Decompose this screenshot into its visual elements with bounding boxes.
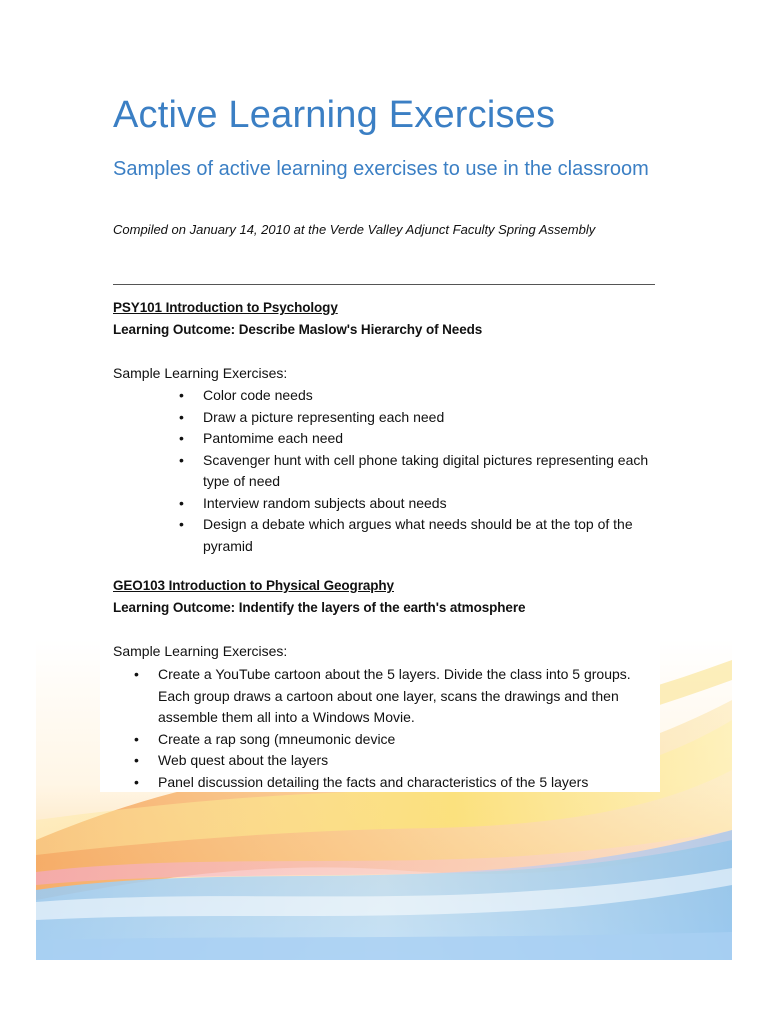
exercise-list-geo103: [134, 664, 658, 793]
learning-outcome-psy101: Learning Outcome: Describe Maslow's Hierarchy of Needs: [113, 322, 483, 337]
bullet-icon: •: [179, 451, 184, 468]
bullet-icon: •: [179, 516, 184, 532]
list-item: • Draw a picture representing each need: [203, 407, 663, 429]
list-item: • Web quest about the layers: [158, 750, 658, 772]
list-item: • Scavenger hunt with cell phone taking digital pictures representing each type of need: [179, 451, 649, 489]
list-item: • Create a YouTube cartoon about the 5 layers. Divide the class into 5 groups. Each group draws a cartoon about one layer, scans the drawings and then assemble them all into a Windows Movie.: [134, 666, 631, 725]
list-item: • Interview random subjects about needs: [203, 493, 663, 515]
bullet-icon: •: [179, 387, 184, 403]
exercise-list-psy101: [179, 385, 663, 557]
course-heading-geo103: GEO103 Introduction to Physical Geography: [113, 578, 394, 593]
compiled-note: Compiled on January 14, 2010 at the Verde Valley Adjunct Faculty Spring Assembly: [113, 222, 596, 237]
bullet-icon: •: [179, 430, 184, 446]
bullet-icon: •: [134, 666, 139, 682]
page-subtitle: Samples of active learning exercises to use in the classroom: [113, 158, 649, 180]
list-item: • Design a debate which argues what needs should be at the top of the pyramid: [179, 516, 633, 554]
sample-exercises-label: Sample Learning Exercises:: [113, 643, 288, 659]
course-heading-psy101: PSY101 Introduction to Psychology: [113, 300, 338, 315]
sample-exercises-label: Sample Learning Exercises:: [113, 365, 288, 381]
list-item: • Color code needs: [203, 385, 663, 407]
list-item: • Create a rap song (mneumonic device: [158, 729, 658, 751]
bullet-icon: •: [134, 773, 139, 790]
bullet-icon: •: [134, 752, 139, 768]
list-item: • Panel discussion detailing the facts and characteristics of the 5 layers: [158, 772, 658, 794]
page-title: Active Learning Exercises: [113, 94, 556, 136]
list-item: • Pantomime each need: [203, 428, 663, 450]
bullet-icon: •: [179, 408, 184, 425]
learning-outcome-geo103: Learning Outcome: Indentify the layers of the earth's atmosphere: [113, 600, 526, 615]
bullet-icon: •: [134, 730, 139, 747]
horizontal-divider: [113, 284, 655, 285]
bullet-icon: •: [179, 494, 184, 511]
